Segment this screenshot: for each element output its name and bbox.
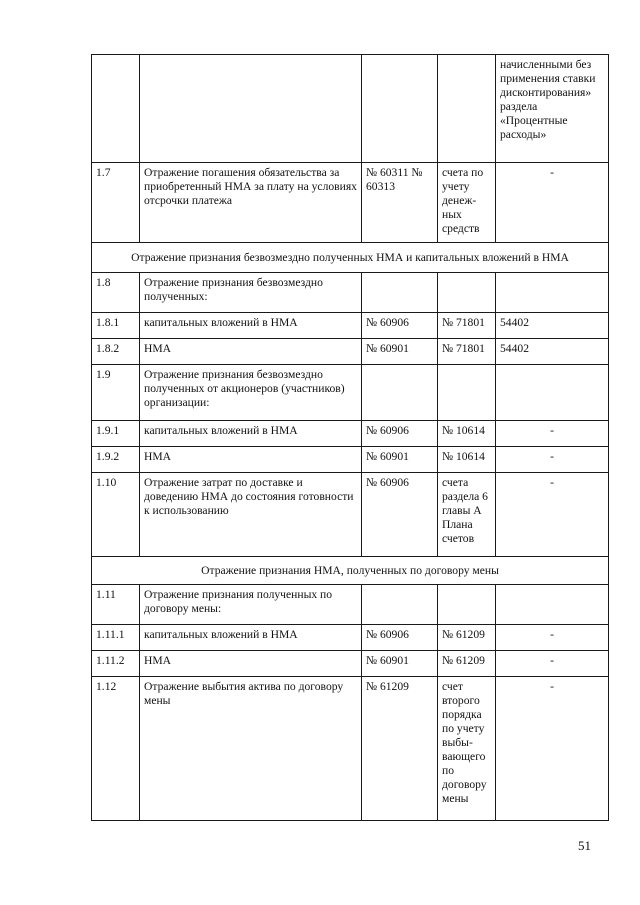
debit-account: № 60901 xyxy=(362,339,438,365)
debit-account: № 60906 xyxy=(362,421,438,447)
row-number: 1.11 xyxy=(92,585,140,625)
table-row xyxy=(92,365,609,421)
code-cell: 54402 xyxy=(496,339,609,365)
table-row xyxy=(92,163,609,243)
row-description: Отражение выбытия актива по договору мены xyxy=(140,677,362,821)
code-cell: - xyxy=(496,163,609,243)
row-description: НМА xyxy=(140,339,362,365)
code-cell: - xyxy=(496,473,609,557)
row-number: 1.9.2 xyxy=(92,447,140,473)
row-number: 1.12 xyxy=(92,677,140,821)
table-row xyxy=(92,313,609,339)
row-description: капитальных вложений в НМА xyxy=(140,313,362,339)
code-cell: - xyxy=(496,677,609,821)
row-description: Отражение признания полученных по договору мены: xyxy=(140,585,362,625)
row-number: 1.9 xyxy=(92,365,140,421)
row-description: НМА xyxy=(140,651,362,677)
section-header-row xyxy=(92,557,609,585)
row-description: Отражение признания безвозмездно полученных: xyxy=(140,273,362,313)
table-row xyxy=(92,421,609,447)
table-row xyxy=(92,447,609,473)
row-number: 1.7 xyxy=(92,163,140,243)
row-number: 1.10 xyxy=(92,473,140,557)
code-cell: - xyxy=(496,447,609,473)
accounting-entries-table xyxy=(91,54,609,821)
table-row xyxy=(92,677,609,821)
section-title: Отражение признания безвозмездно полученных НМА и капитальных вложений в НМА xyxy=(92,243,609,273)
debit-account: № 61209 xyxy=(362,677,438,821)
row-number: 1.8 xyxy=(92,273,140,313)
credit-account: № 71801 xyxy=(438,339,496,365)
row-number: 1.9.1 xyxy=(92,421,140,447)
table-row xyxy=(92,585,609,625)
section-title: Отражение признания НМА, полученных по договору мены xyxy=(92,557,609,585)
credit-account: № 61209 xyxy=(438,625,496,651)
table-row xyxy=(92,273,609,313)
code-cell: начисленными без применения ставки дисконтирования» раздела «Процентные расходы» xyxy=(496,55,609,163)
credit-account: счета по учету денеж-ных средств xyxy=(438,163,496,243)
credit-account: № 10614 xyxy=(438,421,496,447)
row-number: 1.8.1 xyxy=(92,313,140,339)
table-row xyxy=(92,339,609,365)
table-row xyxy=(92,55,609,163)
row-number: 1.11.2 xyxy=(92,651,140,677)
code-cell: 54402 xyxy=(496,313,609,339)
page-number: 51 xyxy=(578,838,591,853)
debit-account: № 60906 xyxy=(362,625,438,651)
table-row xyxy=(92,625,609,651)
row-description: Отражение признания безвозмездно полученных от акционеров (участников) организации: xyxy=(140,365,362,421)
row-description: Отражение погашения обязательства за приобретенный НМА за плату на условиях отсрочки платежа xyxy=(140,163,362,243)
table-row xyxy=(92,651,609,677)
debit-account: № 60906 xyxy=(362,313,438,339)
row-number: 1.8.2 xyxy=(92,339,140,365)
table-row xyxy=(92,473,609,557)
row-description: Отражение затрат по доставке и доведению НМА до состояния готовности к использованию xyxy=(140,473,362,557)
credit-account: № 10614 xyxy=(438,447,496,473)
row-description: капитальных вложений в НМА xyxy=(140,625,362,651)
section-header-row xyxy=(92,243,609,273)
credit-account: № 71801 xyxy=(438,313,496,339)
credit-account: счета раздела 6 главы А Плана счетов xyxy=(438,473,496,557)
credit-account: счет второго порядка по учету выбы-вающего по договору мены xyxy=(438,677,496,821)
code-cell: - xyxy=(496,421,609,447)
credit-account: № 61209 xyxy=(438,651,496,677)
code-cell: - xyxy=(496,651,609,677)
debit-account: № 60901 xyxy=(362,447,438,473)
debit-account: № 60311 № 60313 xyxy=(362,163,438,243)
code-cell: - xyxy=(496,625,609,651)
debit-account: № 60906 xyxy=(362,473,438,557)
debit-account: № 60901 xyxy=(362,651,438,677)
row-number: 1.11.1 xyxy=(92,625,140,651)
row-description: капитальных вложений в НМА xyxy=(140,421,362,447)
row-description: НМА xyxy=(140,447,362,473)
